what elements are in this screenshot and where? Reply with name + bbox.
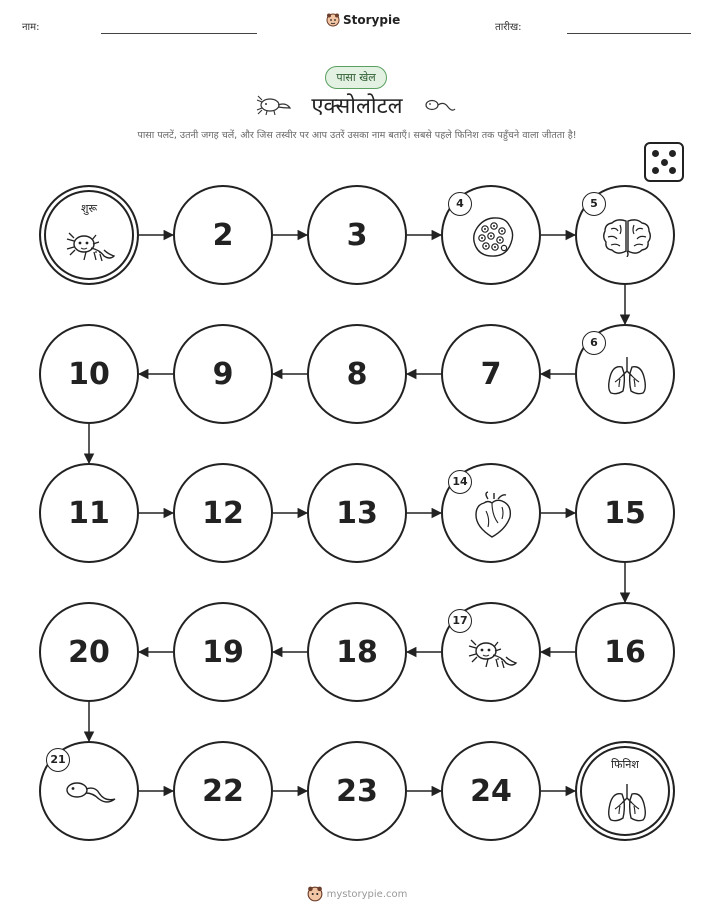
- footer: [0, 886, 714, 902]
- board-space-20[interactable]: [39, 602, 139, 702]
- axolotl-icon: [66, 230, 116, 264]
- board-space-5[interactable]: [575, 185, 675, 285]
- finish-space[interactable]: [575, 741, 675, 841]
- space-number: 8: [346, 356, 368, 392]
- board-space-11[interactable]: [39, 463, 139, 563]
- board-space-8[interactable]: [307, 324, 407, 424]
- board-space-16[interactable]: [575, 602, 675, 702]
- space-number: 19: [202, 634, 244, 670]
- board-space-2[interactable]: [173, 185, 273, 285]
- space-number-badge: 4: [448, 192, 472, 216]
- brain-icon: [602, 217, 652, 257]
- space-number: 2: [212, 217, 234, 253]
- axolotl-icon: [468, 637, 518, 671]
- finish-label: फिनिश: [611, 758, 639, 771]
- instructions: पासा पलटें, उतनी जगह चलें, और जिस तस्वीर पर आप उतरें उसका नाम बताएँ। सबसे पहले फिनिश तक पहुँचने वाला जीतता है!: [137, 130, 577, 141]
- board-space-17[interactable]: [441, 602, 541, 702]
- space-number: 11: [68, 495, 110, 531]
- board-space-10[interactable]: [39, 324, 139, 424]
- space-number: 13: [336, 495, 378, 531]
- tadpole-icon: [65, 780, 117, 806]
- board-space-6[interactable]: [575, 324, 675, 424]
- start-space[interactable]: [39, 185, 139, 285]
- space-number: 3: [346, 217, 368, 253]
- board-space-12[interactable]: [173, 463, 273, 563]
- board-space-22[interactable]: [173, 741, 273, 841]
- space-number: 24: [470, 773, 512, 809]
- page-title: एक्सोलोटल: [311, 94, 403, 119]
- space-number: 23: [336, 773, 378, 809]
- board-space-19[interactable]: [173, 602, 273, 702]
- board-space-9[interactable]: [173, 324, 273, 424]
- board-space-15[interactable]: [575, 463, 675, 563]
- space-number-badge: 5: [582, 192, 606, 216]
- lungs-icon: [605, 355, 649, 397]
- space-number-badge: 14: [448, 470, 472, 494]
- footer-site: mystorypie.com: [326, 888, 408, 900]
- space-number-badge: 6: [582, 331, 606, 355]
- date-label: तारीख:: [495, 22, 522, 33]
- name-label: नाम:: [22, 22, 40, 33]
- start-label: शुरू: [80, 202, 98, 215]
- board-space-24[interactable]: [441, 741, 541, 841]
- space-number: 18: [336, 634, 378, 670]
- game-type-tag: पासा खेल: [325, 66, 387, 89]
- heart-icon: [472, 491, 514, 539]
- lungs-icon: [605, 782, 649, 824]
- space-number: 12: [202, 495, 244, 531]
- board-space-4[interactable]: [441, 185, 541, 285]
- board-space-21[interactable]: [39, 741, 139, 841]
- frog-eggs-icon: [471, 215, 515, 259]
- board-space-14[interactable]: [441, 463, 541, 563]
- space-number-badge: 21: [46, 748, 70, 772]
- board-space-23[interactable]: [307, 741, 407, 841]
- space-number: 7: [480, 356, 502, 392]
- mascot-icon: [307, 886, 323, 902]
- space-number: 20: [68, 634, 110, 670]
- space-number: 10: [68, 356, 110, 392]
- space-number: 15: [604, 495, 646, 531]
- board-space-18[interactable]: [307, 602, 407, 702]
- space-number: 22: [202, 773, 244, 809]
- space-number-badge: 17: [448, 609, 472, 633]
- board-space-13[interactable]: [307, 463, 407, 563]
- brand-name: Storypie: [343, 13, 401, 27]
- space-number: 16: [604, 634, 646, 670]
- board-space-7[interactable]: [441, 324, 541, 424]
- board-space-3[interactable]: [307, 185, 407, 285]
- space-number: 9: [212, 356, 234, 392]
